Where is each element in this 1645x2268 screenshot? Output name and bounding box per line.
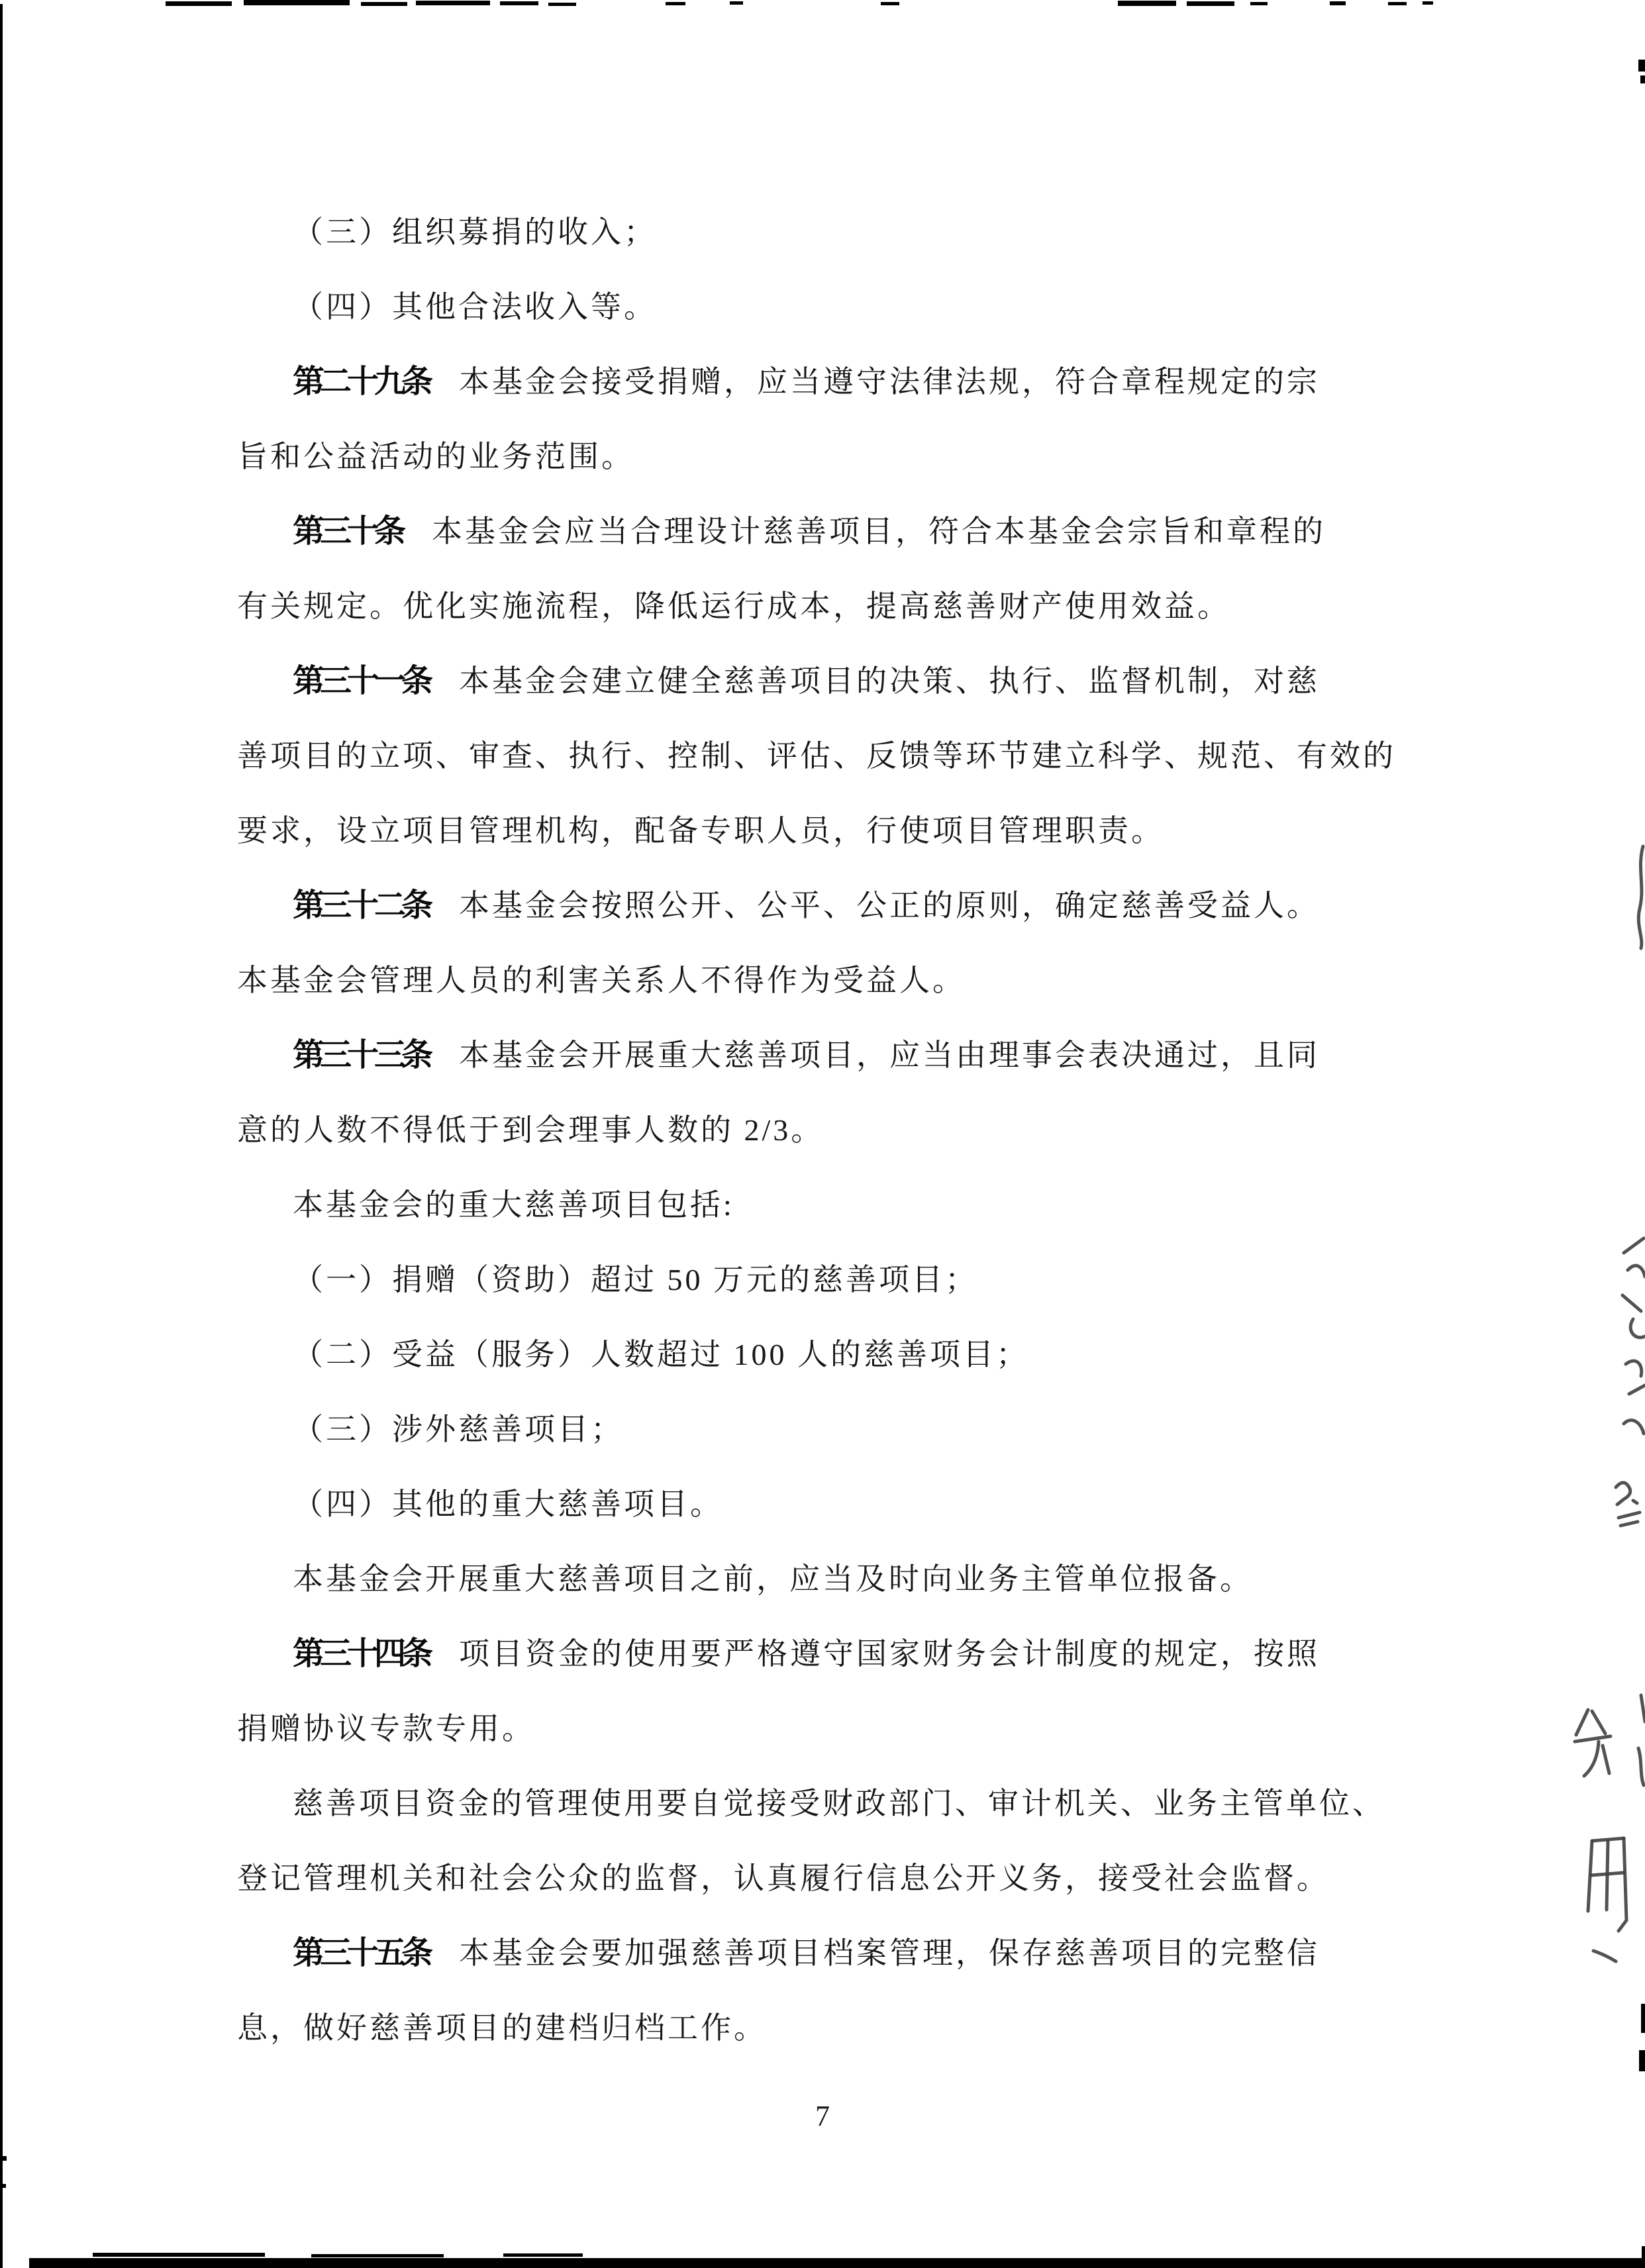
left-edge-speckle bbox=[0, 2156, 7, 2161]
bleedthrough-stroke bbox=[1576, 1710, 1588, 1735]
bleedthrough-stroke bbox=[1641, 1695, 1645, 1722]
bleedthrough-stroke bbox=[1622, 1295, 1641, 1311]
top-edge-speckle bbox=[1422, 1, 1433, 5]
bleedthrough-stroke bbox=[1630, 1319, 1645, 1338]
right-edge-speckle bbox=[1640, 75, 1645, 83]
left-edge-speckle bbox=[1, 2184, 6, 2188]
top-edge-speckle bbox=[1250, 2, 1268, 5]
line-text: 本基金会应当合理设计慈善项目，符合本基金会宗旨和章程的 bbox=[432, 515, 1326, 548]
line-text: （四）其他合法收入等。 bbox=[293, 290, 657, 324]
bleedthrough-stroke bbox=[1616, 1483, 1630, 1504]
top-edge-speckle bbox=[500, 1, 538, 5]
bottom-edge-dash bbox=[311, 2254, 444, 2257]
bleedthrough-stroke bbox=[1633, 1501, 1637, 1503]
text-line bbox=[237, 1542, 1429, 1616]
top-edge-speckle bbox=[1388, 2, 1407, 5]
right-edge-speckle bbox=[1639, 2050, 1645, 2071]
text-line bbox=[237, 1691, 1429, 1766]
line-text: 本基金会接受捐赠，应当遵守法律法规，符合章程规定的宗 bbox=[459, 365, 1321, 399]
article-number: 第三十三条 bbox=[293, 1038, 429, 1073]
bleedthrough-stroke bbox=[1584, 1742, 1599, 1776]
bottom-edge-bar bbox=[29, 2258, 1645, 2268]
line-text: 有关规定。优化实施流程，降低运行成本，提高慈善财产使用效益。 bbox=[237, 589, 1230, 623]
bleedthrough-stroke bbox=[1591, 1873, 1624, 1875]
text-line bbox=[237, 1093, 1429, 1167]
text-line bbox=[237, 718, 1429, 793]
article-line bbox=[237, 344, 1429, 419]
line-text: 登记管理机关和社会公众的监督，认真履行信息公开义务，接受社会监督。 bbox=[237, 1861, 1330, 1895]
text-line bbox=[237, 1167, 1429, 1242]
line-text: 息，做好慈善项目的建档归档工作。 bbox=[237, 2011, 767, 2045]
article-number: 第二十九条 bbox=[293, 364, 429, 399]
line-text: 旨和公益活动的业务范围。 bbox=[237, 440, 634, 473]
top-edge-speckle bbox=[416, 1, 490, 5]
right-edge-speckle bbox=[1641, 2004, 1645, 2033]
right-edge-speckle bbox=[1642, 2246, 1645, 2259]
document-text-block bbox=[237, 195, 1429, 2065]
line-text: 本基金会要加强慈善项目档案管理，保存慈善项目的完整信 bbox=[459, 1936, 1321, 1970]
bottom-edge-dash bbox=[503, 2253, 583, 2257]
bleedthrough-stroke bbox=[1592, 1711, 1605, 1734]
bottom-edge-dash bbox=[93, 2253, 265, 2257]
bleedthrough-stroke bbox=[1592, 1838, 1624, 1841]
bleedthrough-stroke bbox=[1624, 1238, 1644, 1253]
bleedthrough-stroke bbox=[1603, 1746, 1609, 1773]
line-text: （四）其他的重大慈善项目。 bbox=[293, 1487, 723, 1521]
article-number: 第三十条 bbox=[293, 514, 402, 549]
text-line bbox=[237, 1841, 1429, 1916]
article-number: 第三十四条 bbox=[293, 1636, 429, 1671]
line-text: （二）受益（服务）人数超过 100 人的慈善项目； bbox=[293, 1338, 1029, 1371]
top-edge-speckle bbox=[244, 0, 350, 5]
line-text: 本基金会建立健全慈善项目的决策、执行、监督机制，对慈 bbox=[459, 664, 1321, 698]
bleedthrough-stroke bbox=[1626, 1361, 1642, 1376]
bleedthrough-stroke bbox=[1629, 1385, 1645, 1394]
bleedthrough-stroke bbox=[1619, 1512, 1640, 1518]
line-text: （三）组织募捐的收入； bbox=[293, 215, 657, 249]
page-number: 7 bbox=[815, 2100, 830, 2132]
top-edge-speckle bbox=[1330, 1, 1346, 5]
article-line bbox=[237, 868, 1429, 943]
text-line bbox=[237, 1991, 1429, 2065]
line-text: 善项目的立项、审查、执行、控制、评估、反馈等环节建立科学、规范、有效的 bbox=[237, 739, 1396, 773]
article-line bbox=[237, 1916, 1429, 1991]
top-edge-speckle bbox=[666, 2, 685, 5]
text-line bbox=[237, 1242, 1429, 1317]
text-line bbox=[237, 793, 1429, 868]
bleedthrough-stroke bbox=[1575, 1736, 1611, 1742]
line-text: 本基金会开展重大慈善项目之前，应当及时向业务主管单位报备。 bbox=[293, 1562, 1253, 1596]
text-line bbox=[237, 270, 1429, 344]
text-line bbox=[237, 569, 1429, 644]
line-text: （三）涉外慈善项目； bbox=[293, 1412, 624, 1446]
text-line bbox=[237, 1766, 1429, 1841]
line-text: 本基金会按照公开、公平、公正的原则，确定慈善受益人。 bbox=[459, 889, 1321, 922]
bleedthrough-stroke bbox=[1593, 1951, 1616, 1961]
top-edge-speckle bbox=[166, 1, 232, 6]
text-line bbox=[237, 195, 1429, 270]
bleedthrough-stroke bbox=[1638, 846, 1643, 948]
line-text: 意的人数不得低于到会理事人数的 2/3。 bbox=[237, 1113, 824, 1147]
top-edge-speckle bbox=[1187, 1, 1234, 6]
bleedthrough-stroke bbox=[1628, 1265, 1645, 1277]
line-text: 捐赠协议专款专用。 bbox=[237, 1712, 535, 1746]
top-edge-speckle bbox=[548, 3, 576, 6]
top-edge-speckle bbox=[730, 1, 743, 5]
line-text: 本基金会管理人员的利害关系人不得作为受益人。 bbox=[237, 963, 966, 997]
bleedthrough-stroke bbox=[1607, 1841, 1608, 1910]
line-text: （一）捐赠（资助）超过 50 万元的慈善项目； bbox=[293, 1263, 978, 1297]
top-edge-speckle bbox=[361, 2, 407, 6]
text-line bbox=[237, 1467, 1429, 1542]
top-edge-speckle bbox=[1118, 1, 1176, 6]
bleedthrough-stroke bbox=[1619, 1838, 1626, 1931]
article-line bbox=[237, 1018, 1429, 1093]
article-line bbox=[237, 494, 1429, 569]
line-text: 要求，设立项目管理机构，配备专职人员，行使项目管理职责。 bbox=[237, 814, 1164, 848]
left-border-line bbox=[0, 4, 3, 2268]
top-edge-speckle bbox=[881, 2, 899, 5]
text-line bbox=[237, 943, 1429, 1018]
article-number: 第三十一条 bbox=[293, 664, 429, 699]
bleedthrough-stroke bbox=[1588, 1841, 1592, 1911]
line-text: 慈善项目资金的管理使用要自觉接受财政部门、审计机关、业务主管单位、 bbox=[293, 1787, 1385, 1820]
text-line bbox=[237, 419, 1429, 494]
line-text: 本基金会的重大慈善项目包括: bbox=[293, 1188, 734, 1222]
bleedthrough-stroke bbox=[1624, 1420, 1644, 1434]
text-line bbox=[237, 1392, 1429, 1467]
article-line bbox=[237, 644, 1429, 718]
article-line bbox=[237, 1616, 1429, 1691]
bleedthrough-stroke bbox=[1620, 1522, 1638, 1526]
text-line bbox=[237, 1317, 1429, 1392]
article-number: 第三十五条 bbox=[293, 1936, 429, 1971]
line-text: 项目资金的使用要严格遵守国家财务会计制度的规定，按照 bbox=[459, 1637, 1321, 1671]
article-number: 第三十二条 bbox=[293, 888, 429, 923]
right-edge-speckle bbox=[1638, 60, 1645, 72]
line-text: 本基金会开展重大慈善项目，应当由理事会表决通过，且同 bbox=[459, 1038, 1321, 1072]
bleedthrough-stroke bbox=[1638, 1748, 1644, 1785]
